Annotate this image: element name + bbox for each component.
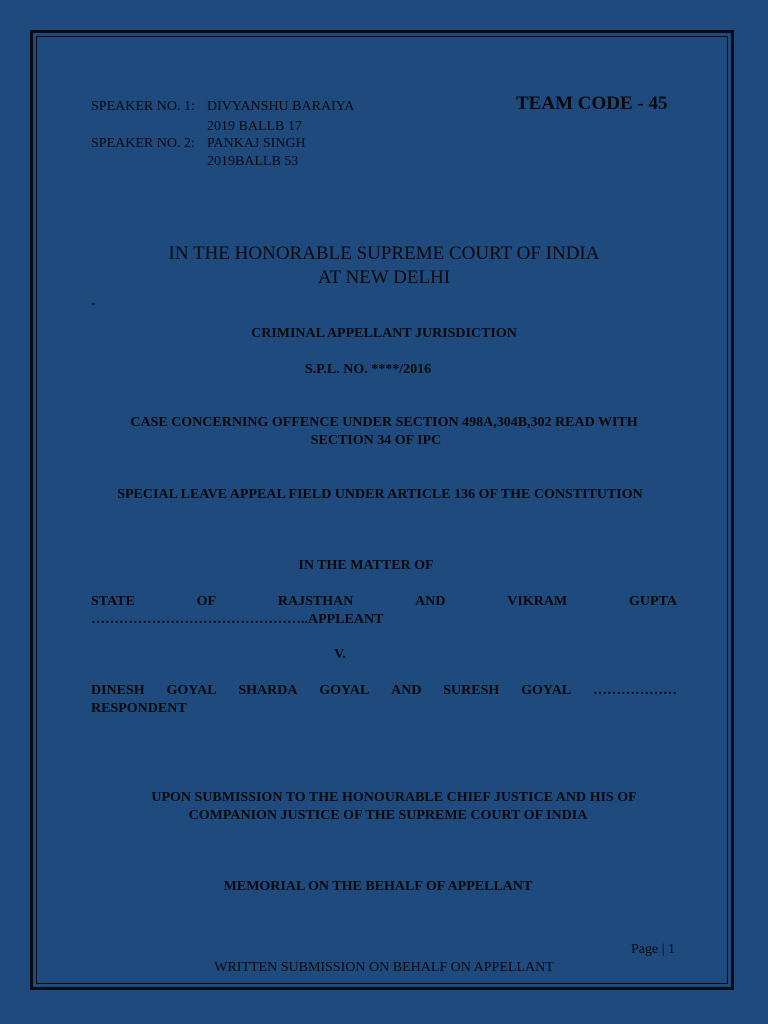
memorial-heading: MEMORIAL ON THE BEHALF OF APPELLANT bbox=[223, 879, 533, 894]
appellant-line bbox=[91, 594, 677, 610]
respondent-word: SURESH bbox=[443, 683, 500, 698]
respondent-word: GOYAL bbox=[319, 683, 370, 698]
court-title-line1: IN THE HONORABLE SUPREME COURT OF INDIA bbox=[168, 243, 600, 264]
appellant-label: ………………………………………..APPLEANT bbox=[91, 612, 384, 627]
respondent-line bbox=[91, 683, 677, 699]
speaker2-label: SPEAKER NO. 2: bbox=[91, 136, 195, 151]
court-title-line2: AT NEW DELHI bbox=[317, 267, 451, 288]
speaker1-id: 2019 BALLB 17 bbox=[207, 119, 302, 134]
team-code: TEAM CODE - 45 bbox=[516, 93, 668, 114]
respondent-word: GOYAL bbox=[166, 683, 217, 698]
respondent-word: AND bbox=[391, 683, 422, 698]
appellant-word: RAJSTHAN bbox=[277, 594, 354, 609]
speaker2-name: PANKAJ SINGH bbox=[207, 136, 306, 151]
respondent-word: SHARDA bbox=[238, 683, 298, 698]
appellant-word: VIKRAM bbox=[507, 594, 568, 609]
speaker1-label: SPEAKER NO. 1: bbox=[91, 99, 195, 114]
respondent-word: GOYAL bbox=[521, 683, 572, 698]
dash-mark: - bbox=[91, 296, 96, 311]
appellant-word: OF bbox=[196, 594, 217, 609]
spl-number: S.P.L. NO. ****/2016 bbox=[304, 362, 432, 377]
respondent-word: DINESH bbox=[91, 683, 145, 698]
jurisdiction-heading: CRIMINAL APPELLANT JURISDICTION bbox=[251, 326, 517, 341]
respondent-label: RESPONDENT bbox=[91, 701, 187, 716]
speaker2-id: 2019BALLB 53 bbox=[207, 154, 299, 169]
page-number: Page | 1 bbox=[631, 942, 676, 957]
page-border-inner bbox=[36, 36, 728, 984]
case-concerning-line2: SECTION 34 OF IPC bbox=[310, 433, 442, 448]
matter-of-heading: IN THE MATTER OF bbox=[298, 558, 434, 573]
respondent-word: ……………… bbox=[592, 683, 677, 698]
case-concerning-line1: CASE CONCERNING OFFENCE UNDER SECTION 498A,304B,302 READ WITH bbox=[130, 415, 638, 430]
speaker1-name: DIVYANSHU BARAIYA bbox=[207, 99, 355, 114]
submission-line2: COMPANION JUSTICE OF THE SUPREME COURT OF INDIA bbox=[188, 808, 588, 823]
appellant-word: AND bbox=[415, 594, 446, 609]
submission-line1: UPON SUBMISSION TO THE HONOURABLE CHIEF JUSTICE AND HIS OF bbox=[151, 790, 637, 805]
appellant-word: STATE bbox=[91, 594, 135, 609]
appellant-word: GUPTA bbox=[628, 594, 677, 609]
versus: V. bbox=[334, 647, 346, 662]
special-leave-heading: SPECIAL LEAVE APPEAL FIELD UNDER ARTICLE 136 OF THE CONSTITUTION bbox=[117, 487, 643, 502]
footer-text: WRITTEN SUBMISSION ON BEHALF ON APPELLANT bbox=[214, 960, 554, 975]
